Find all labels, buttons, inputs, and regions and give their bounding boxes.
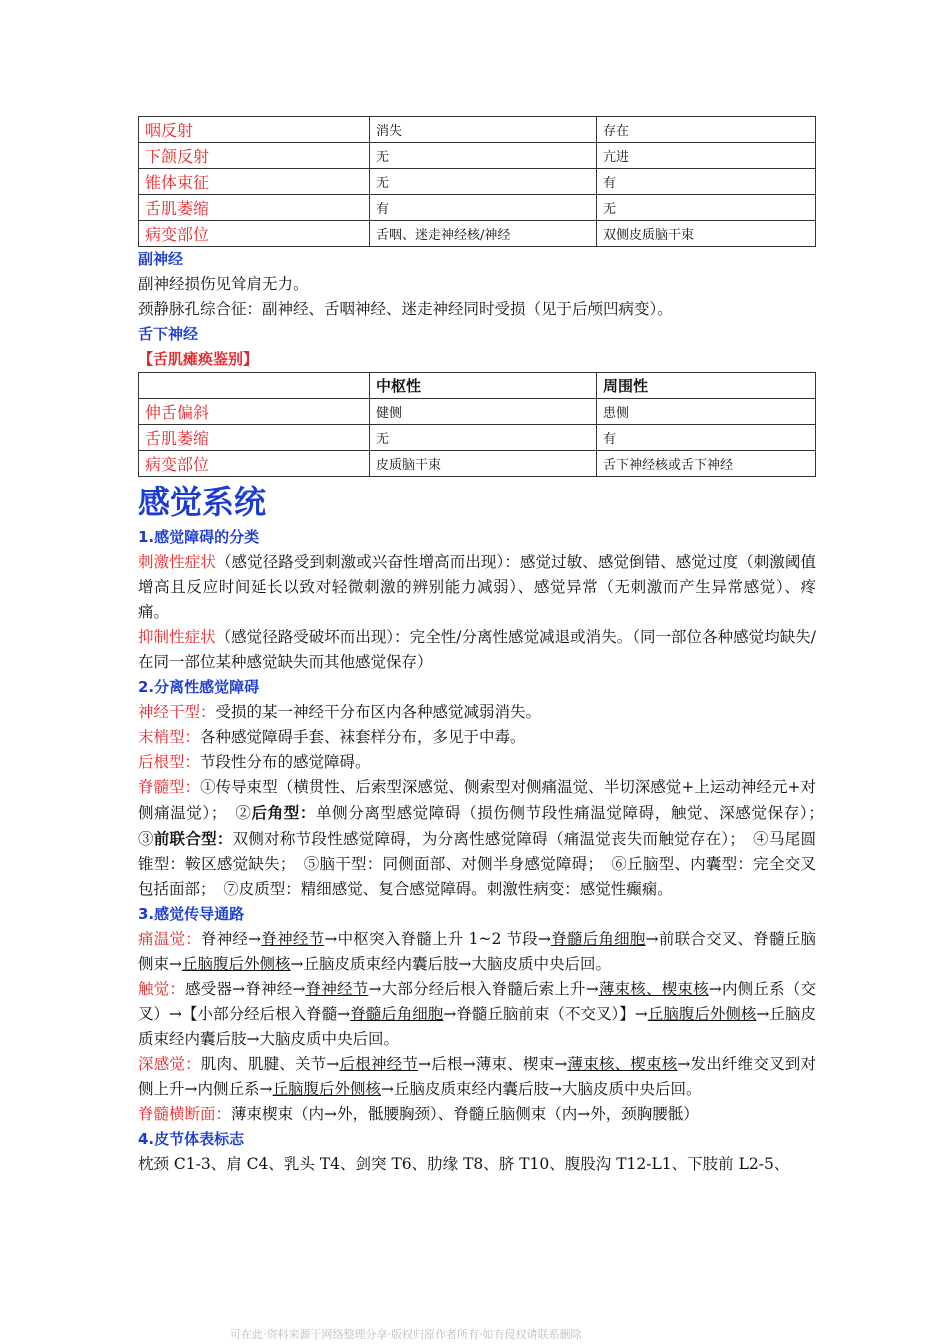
table2-cell-a: 健侧: [370, 399, 597, 425]
inhibitory-label: 抑制性症状: [138, 628, 216, 646]
table1-row: [139, 169, 816, 195]
cranial-nerve-table: [138, 116, 816, 247]
spinal-cross-section-line: 脊髓横断面：薄束楔束（内→外，骶腰胸颈）、脊髓丘脑侧束（内→外，颈胸腰骶）: [138, 1105, 699, 1123]
table1-cell-b: 有: [597, 169, 816, 195]
table2-cell-a: 中枢性: [370, 373, 597, 399]
table1-row: [139, 195, 816, 221]
inhibitory-symptoms-paragraph: 抑制性症状（感觉径路受破坏而出现）：完全性/分离性感觉减退或消失。（同一部位各种感觉均缺失/在同一部位某种感觉缺失而其他感觉保存）: [138, 628, 816, 671]
table1-cell-label: 舌肌萎缩: [139, 195, 370, 221]
table1-cell-b: 双侧皮质脑干束: [597, 221, 816, 247]
table2-row: [139, 399, 816, 425]
table2-row: [139, 425, 816, 451]
table1-cell-a: 消失: [370, 117, 597, 143]
table2-cell-b: 有: [597, 425, 816, 451]
accessory-line-2: 颈静脉孔综合征：副神经、舌咽神经、迷走神经同时受损（见于后颅凹病变）。: [138, 300, 673, 318]
stimulus-symptoms-paragraph: 刺激性症状（感觉径路受到刺激或兴奋性增高而出现）：感觉过敏、感觉倒错、感觉过度（刺激阈值增高且反应时间延长以致对轻微刺激的辨别能力减弱）、感觉异常（无刺激而产生异常感觉）、疼痛。: [138, 553, 816, 621]
table2-cell-label: [139, 373, 370, 399]
touch-pathway: 触觉：感受器→脊神经→脊神经节→大部分经后根入脊髓后索上升→薄束核、楔束核→内侧丘系（交叉）→【小部分经后根入脊髓→脊髓后角细胞→脊髓丘脑前束（不交叉）】→丘脑腹后外侧核→丘脑皮质束经内囊后肢→大脑皮质中央后回。: [138, 980, 816, 1048]
table2-cell-a: 皮质脑干束: [370, 451, 597, 477]
tongue-paralysis-subheading: 【舌肌瘫痪鉴别】: [138, 350, 259, 368]
section-2-heading: 2.分离性感觉障碍: [138, 678, 260, 696]
table2-cell-label: 舌肌萎缩: [139, 425, 370, 451]
table1-row: [139, 117, 816, 143]
nerve-trunk-line: 神经干型：受损的某一神经干分布区内各种感觉减弱消失。: [138, 703, 542, 721]
table2-row: [139, 373, 816, 399]
sensory-system-title: 感觉系统: [138, 483, 267, 521]
section-3-heading: 3.感觉传导通路: [138, 905, 245, 923]
pain-temperature-pathway: 痛温觉：脊神经→脊神经节→中枢突入脊髓上升 1~2 节段→脊髓后角细胞→前联合交叉、脊髓丘脑侧束→丘脑腹后外侧核→丘脑皮质束经内囊后肢→大脑皮质中央后回。: [138, 930, 816, 973]
table1-cell-label: 咽反射: [139, 117, 370, 143]
stimulus-label: 刺激性症状: [138, 553, 216, 571]
table1-cell-b: 无: [597, 195, 816, 221]
table1-cell-a: 无: [370, 143, 597, 169]
tongue-paralysis-table: [138, 372, 816, 477]
deep-sensation-pathway: 深感觉：肌肉、肌腱、关节→后根神经节→后根→薄束、楔束→薄束核、楔束核→发出纤维交叉到对侧上升→内侧丘系→丘脑腹后外侧核→丘脑皮质束经内囊后肢→大脑皮质中央后回。: [138, 1055, 816, 1098]
table1-cell-label: 锥体束征: [139, 169, 370, 195]
table1-row: [139, 143, 816, 169]
table1-cell-a: 无: [370, 169, 597, 195]
section-1-heading: 1.感觉障碍的分类: [138, 528, 260, 546]
table2-cell-b: 舌下神经核或舌下神经: [597, 451, 816, 477]
table1-cell-label: 病变部位: [139, 221, 370, 247]
table1-cell-label: 下颌反射: [139, 143, 370, 169]
table2-cell-a: 无: [370, 425, 597, 451]
table2-cell-label: 病变部位: [139, 451, 370, 477]
table2-row: [139, 451, 816, 477]
accessory-nerve-heading: 副神经: [138, 250, 184, 268]
table1-cell-a: 舌咽、迷走神经核/神经: [370, 221, 597, 247]
table1-cell-b: 亢进: [597, 143, 816, 169]
table1-cell-a: 有: [370, 195, 597, 221]
dermatome-landmarks-line: 枕颈 C1-3、肩 C4、乳头 T4、剑突 T6、肋缘 T8、脐 T10、腹股沟 T12-L1、下肢前 L2-5、: [138, 1155, 790, 1173]
section-4-heading: 4.皮节体表标志: [138, 1130, 245, 1148]
posterior-root-line: 后根型：节段性分布的感觉障碍。: [138, 753, 371, 771]
spinal-type-paragraph: 脊髓型：①传导束型（横贯性、后索型深感觉、侧索型对侧痛温觉、半切深感觉+上运动神经元+对侧痛温觉）； ②后角型：单侧分离型感觉障碍（损伤侧节段性痛温觉障碍，触觉、深感觉保存）； ③前联合型：双侧对称节段性感觉障碍，为分离性感觉障碍（痛温觉丧失而触觉存在）； ④马尾圆锥型：鞍区感觉缺失； ⑤脑干型：同侧面部、对侧半身感觉障碍； ⑥丘脑型、内囊型：完全交叉包括面部； ⑦皮质型：精细感觉、复合感觉障碍。刺激性病变：感觉性癫痫。: [138, 778, 832, 898]
page-footer: 可在此·资料来源于网络整理分享·版权归原作者所有·如有侵权请联系删除: [230, 1328, 582, 1341]
accessory-line-1: 副神经损伤见耸肩无力。: [138, 275, 309, 293]
table2-cell-b: 患侧: [597, 399, 816, 425]
table2-cell-b: 周围性: [597, 373, 816, 399]
peripheral-line: 末梢型：各种感觉障碍手套、袜套样分布，多见于中毒。: [138, 728, 526, 746]
hypoglossal-heading: 舌下神经: [138, 325, 199, 343]
document-page: [138, 116, 832, 1177]
table1-cell-b: 存在: [597, 117, 816, 143]
table1-row: [139, 221, 816, 247]
table2-cell-label: 伸舌偏斜: [139, 399, 370, 425]
